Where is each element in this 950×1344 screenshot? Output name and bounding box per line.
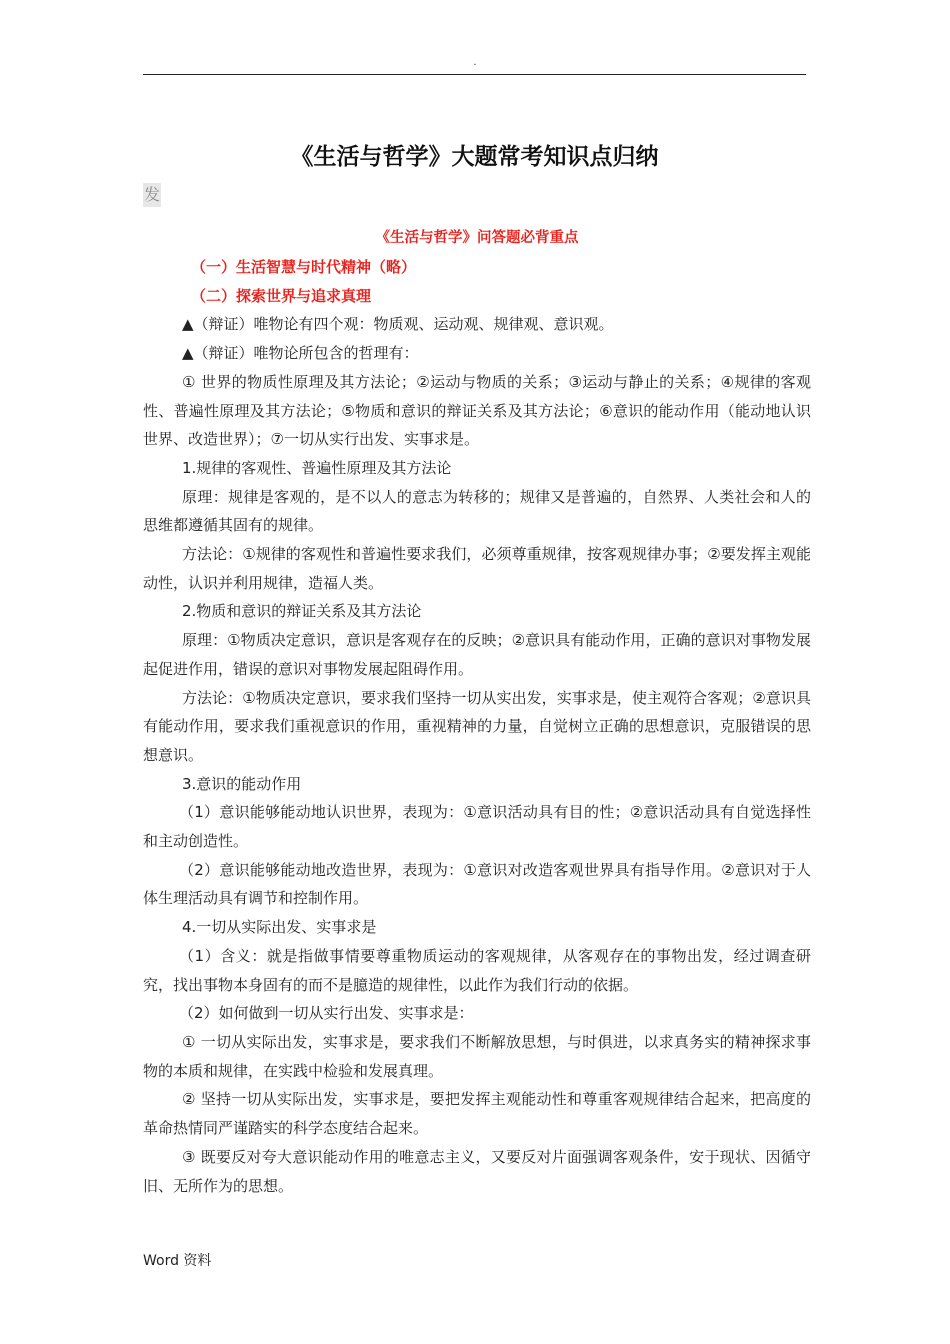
paragraph: （2）意识能够能动地改造世界，表现为：①意识对改造客观世界具有指导作用。②意识对于人体生理活动具有调节和控制作用。	[143, 860, 811, 908]
document-title: 《生活与哲学》大题常考知识点归纳	[290, 144, 659, 170]
paragraph: ① 一切从实际出发，实事求是，要求我们不断解放思想，与时俱进，以求真务实的精神探求事物的本质和规律，在实践中检验和发展真理。	[143, 1032, 811, 1080]
paragraph: 方法论：①物质决定意识，要求我们坚持一切从实出发，实事求是，使主观符合客观；②意识具有能动作用，要求我们重视意识的作用，重视精神的力量，自觉树立正确的思想意识，克服错误的思想意识。	[143, 688, 811, 764]
paragraph: ▲（辩证）唯物论所包含的哲理有：	[182, 344, 419, 363]
paragraph: 原理：①物质决定意识，意识是客观存在的反映；②意识具有能动作用，正确的意识对事物发展起促进作用，错误的意识对事物发展起阻碍作用。	[143, 631, 811, 678]
header-rule	[143, 74, 806, 75]
paragraph: ② 坚持一切从实际出发，实事求是，要把发挥主观能动性和尊重客观规律结合起来，把高度的革命热情同严谨踏实的科学态度结合起来。	[143, 1090, 811, 1138]
paragraph-heading: 4.一切从实际出发、实事求是	[182, 918, 377, 937]
paragraph-heading: 3.意识的能动作用	[182, 774, 302, 793]
paragraph: 方法论：①规律的客观性和普遍性要求我们，必须尊重规律，按客观规律办事；②要发挥主观能动性，认识并利用规律，造福人类。	[143, 545, 811, 592]
paragraph: （1）意识能够能动地认识世界，表现为：①意识活动具有目的性；②意识活动具有自觉选择性和主动创造性。	[143, 803, 811, 851]
paragraph: ▲（辩证）唯物论有四个观：物质观、运动观、规律观、意识观。	[182, 315, 614, 334]
header-mark: .	[473, 57, 477, 68]
document-body	[143, 223, 811, 1200]
section-heading-1: （一）生活智慧与时代精神（略）	[191, 258, 417, 276]
page-footer: Word 资料	[143, 1253, 212, 1269]
paragraph: （1）含义：就是指做事情要尊重物质运动的客观规律，从客观存在的事物出发，经过调查研究，找出事物本身固有的而不是臆造的规律性，以此作为我们行动的依据。	[143, 946, 811, 994]
paragraph-heading: 1.规律的客观性、普遍性原理及其方法论	[182, 458, 452, 477]
section-heading-2: （二）探索世界与追求真理	[191, 286, 372, 305]
paragraph: ① 世界的物质性原理及其方法论；②运动与物质的关系；③运动与静止的关系；④规律的客观性、普遍性原理及其方法论；⑤物质和意识的辩证关系及其方法论；⑥意识的能动作用（能动地认识世界、改造世界）；⑦一切从实行出发、实事求是。	[143, 372, 811, 449]
paragraph: （2）如何做到一切从实行出发、实事求是：	[179, 1004, 474, 1023]
paragraph-heading: 2.物质和意识的辩证关系及其方法论	[182, 602, 422, 621]
paragraph: ③ 既要反对夸大意识能动作用的唯意志主义，又要反对片面强调客观条件，安于现状、因循守旧、无所作为的思想。	[143, 1147, 811, 1195]
paragraph: 原理：规律是客观的，是不以人的意志为转移的；规律又是普遍的，自然界、人类社会和人的思维都遵循其固有的规律。	[143, 487, 811, 535]
section-subtitle: 《生活与哲学》问答题必背重点	[375, 230, 579, 246]
stray-mark: 发	[143, 183, 161, 207]
